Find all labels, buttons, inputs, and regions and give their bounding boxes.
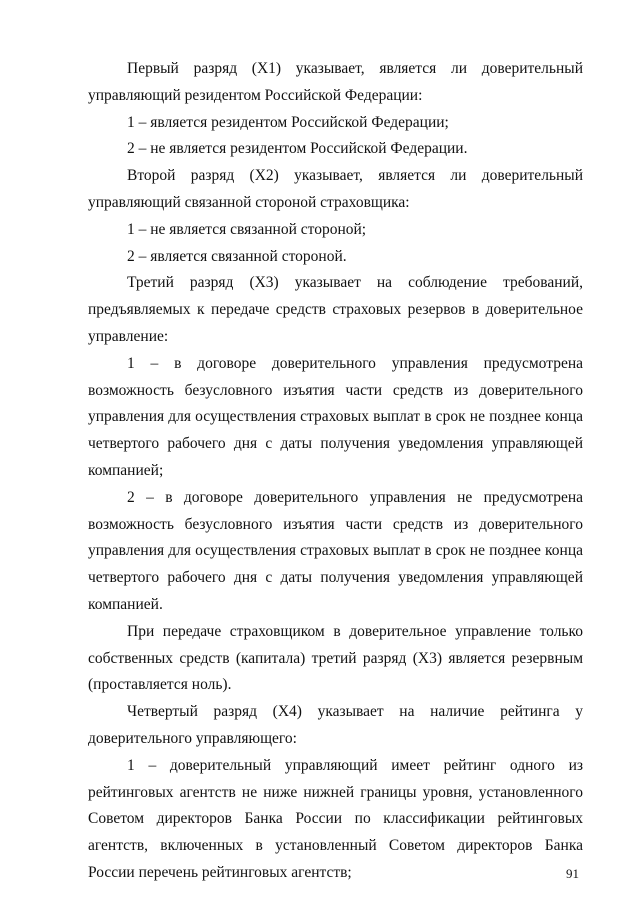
paragraph-x4-option-1: 1 – доверительный управляющий имеет рейтинг одного из рейтинговых агентств не ниже нижней границы уровня, установленного Советом директоров Банка России по классификации рейтинговых агентств, включенных в установленный Советом директоров Банка России перечень рейтинговых агентств; [88,756,583,881]
paragraph-x2-option-2: 2 – является связанной стороной. [127,247,347,265]
paragraph-x3-option-1: 1 – в договоре доверительного управления предусмотрена возможность безусловного изъятия части средств из доверительного управления для осуществления страховых выплат в срок не позднее конца четвертого рабочего дня с даты получения уведомления управляющей компанией; [88,354,583,479]
paragraph-x4-intro: Четвертый разряд (X4) указывает на наличие рейтинга у доверительного управляющего: [88,703,583,747]
paragraph-x1-option-1: 1 – является резидентом Российской Федерации; [127,113,449,131]
paragraph-x2-intro: Второй разряд (X2) указывает, является ли доверительный управляющий связанной стороной страховщика: [88,167,583,211]
page-number: 91 [566,866,579,881]
paragraph-x3-option-2: 2 – в договоре доверительного управления не предусмотрена возможность безусловного изъятия части средств из доверительного управления для осуществления страховых выплат в срок не позднее конца четвертого рабочего дня с даты получения уведомления управляющей компанией. [88,488,583,613]
paragraph-x3-note: При передаче страховщиком в доверительное управление только собственных средств (капитала) третий разряд (X3) является резервным (проставляется ноль). [88,622,583,694]
document-page [88,56,583,887]
paragraph-x1-option-2: 2 – не является резидентом Российской Федерации. [127,140,468,158]
paragraph-x2-option-1: 1 – не является связанной стороной; [127,220,367,238]
paragraph-x1-intro: Первый разряд (X1) указывает, является ли доверительный управляющий резидентом Российской Федерации: [88,60,583,104]
paragraph-x3-intro: Третий разряд (X3) указывает на соблюдение требований, предъявляемых к передаче средств страховых резервов в доверительное управление: [88,274,583,345]
